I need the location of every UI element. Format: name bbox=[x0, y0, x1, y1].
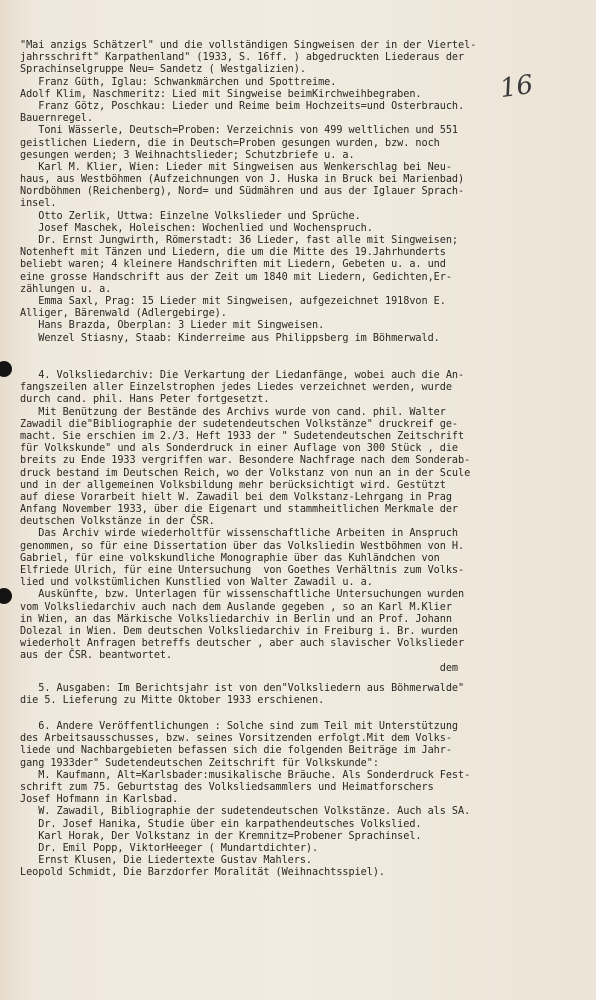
text-line: Notenheft mit Tänzen und Liedern, die um die Mitte des 19.Jahrhunderts bbox=[20, 247, 446, 259]
text-line: M. Kaufmann, Alt=Karlsbader:musikalische Bräuche. Als Sonderdruck Fest- bbox=[20, 769, 471, 781]
text-line: schrift zum 75. Geburtstag des Volksliedsammlers und Heimatforschers bbox=[20, 781, 434, 793]
text-line: Das Archiv wirde wiederholtfür wissenschaftliche Arbeiten in Anspruch bbox=[20, 528, 459, 540]
text-line: Josef Maschek, Holeischen: Wochenlied und Wochenspruch. bbox=[20, 222, 373, 234]
text-line: in Wien, an das Märkische Volksliedarchiv in Berlin und an Prof. Johann bbox=[20, 613, 452, 625]
text-line: vom Volksliedarchiv auch nach dem Auslande gegeben , so an Karl M.Klier bbox=[20, 601, 452, 613]
text-line: wiederholt Anfragen betreffs deutscher , aber auch slavischer Volkslieder bbox=[20, 638, 465, 650]
text-line: Otto Zerlik, Uttwa: Einzelne Volkslieder und Sprüche. bbox=[20, 210, 361, 222]
text-line: 4. Volksliedarchiv: Die Verkartung der Liedanfänge, wobei auch die An- bbox=[20, 370, 465, 381]
text-line: Wenzel Stiasny, Staab: Kinderreime aus Philippsberg im Böhmerwald. bbox=[20, 332, 440, 344]
text-line: liede und Nachbargebieten befassen sich die folgenden Beiträge im Jahr- bbox=[20, 745, 452, 757]
text-line: Franz Götz, Poschkau: Lieder und Reime beim Hochzeits=und Osterbrauch. bbox=[20, 100, 465, 112]
text-line: aus der ČSR. beantwortet. bbox=[20, 650, 173, 662]
text-line: Toni Wässerle, Deutsch=Proben: Verzeichnis von 499 weltlichen und 551 bbox=[20, 125, 459, 137]
text-line: zählungen u. a. bbox=[20, 283, 112, 295]
paragraph-veroeffentlichungen bbox=[20, 721, 586, 879]
text-line: Mit Benützung der Bestände des Archivs wurde von cand. phil. Walter bbox=[20, 406, 446, 418]
text-line: deutschen Volkstänze in der ČSR. bbox=[20, 516, 215, 528]
text-line: geistlichen Liedern, die in Deutsch=Proben gesungen wurden, bzw. noch bbox=[20, 137, 440, 149]
text-line: dem bbox=[20, 662, 459, 674]
text-line: insel. bbox=[20, 198, 57, 210]
text-line: druck bestand im Deutschen Reich, wo der Volkstanz von nun an in der Scule bbox=[20, 467, 471, 479]
text-line: Gabriel, für eine volkskundliche Monographie über das Kuhländchen von bbox=[20, 552, 440, 564]
text-line: breits zu Ende 1933 vergriffen war. Besondere Nachfrage nach dem Sonderab- bbox=[20, 455, 471, 467]
text-line: Zawadil die"Bibliographie der sudetendeutschen Volkstänze" druckreif ge- bbox=[20, 418, 459, 430]
text-line: Nordböhmen (Reichenberg), Nord= und Südmähren und aus der Iglauer Sprach- bbox=[20, 186, 465, 198]
text-line: Dr. Ernst Jungwirth, Römerstadt: 36 Lieder, fast alle mit Singweisen; bbox=[20, 235, 459, 246]
text-line: Franz Güth, Iglau: Schwankmärchen und Spottreime. bbox=[20, 76, 337, 88]
punch-hole bbox=[0, 588, 12, 604]
text-line: die 5. Lieferung zu Mitte Oktober 1933 erschienen. bbox=[20, 695, 325, 707]
text-line: gesungen werden; 3 Weihnachtslieder; Schutzbriefe u. a. bbox=[20, 149, 355, 161]
text-line: macht. Sie erschien im 2./3. Heft 1933 der " Sudetendeutschen Zeitschrift bbox=[20, 430, 465, 442]
text-line: Hans Brazda, Oberplan: 3 Lieder mit Singweisen. bbox=[20, 320, 325, 332]
text-line: Ernst Klusen, Die Liedertexte Gustav Mahlers. bbox=[20, 855, 313, 867]
punch-hole bbox=[0, 361, 12, 377]
text-line: auf diese Vorarbeit hielt W. Zawadil bei dem Volkstanz-Lehrgang in Prag bbox=[20, 491, 452, 503]
handwritten-page-number: 16 bbox=[498, 69, 536, 105]
text-line: und in der allgemeinen Volksbildung mehr berücksichtigt wird. Gestützt bbox=[20, 479, 446, 491]
text-line: 6. Andere Veröffentlichungen : Solche sind zum Teil mit Unterstützung bbox=[20, 721, 459, 732]
text-line: beliebt waren; 4 kleinere Handschriften mit Liedern, Gebeten u. a. und bbox=[20, 259, 446, 271]
text-line: haus, aus Westböhmen (Aufzeichnungen von J. Huska in Bruck bei Marienbad) bbox=[20, 174, 465, 186]
text-line: Dr. Josef Hanika, Studie über ein karpathendeutsches Volkslied. bbox=[20, 818, 422, 830]
text-line: Bauernregel. bbox=[20, 113, 94, 125]
text-line: Anfang November 1933, über die Eigenart und stammheitlichen Merkmale der bbox=[20, 504, 459, 516]
text-line: W. Zawadil, Bibliographie der sudetendeutschen Volkstänze. Auch als SA. bbox=[20, 806, 471, 818]
text-line: jahrsschrift" Karpathenland" (1933, S. 16ff. ) abgedruckten Liederaus der bbox=[20, 52, 465, 64]
paragraph-volksliedarchiv bbox=[20, 370, 586, 675]
text-line: durch cand. phil. Hans Peter fortgesetzt. bbox=[20, 394, 270, 406]
paragraph-contributors bbox=[20, 40, 586, 345]
text-line: gang 1933der" Sudetendeutschen Zeitschrift für Volkskunde": bbox=[20, 757, 379, 769]
text-line: Dolezal in Wien. Dem deutschen Volksliedarchiv in Freiburg i. Br. wurden bbox=[20, 625, 459, 637]
text-line: 5. Ausgaben: Im Berichtsjahr ist von den"Volksliedern aus Böhmerwalde" bbox=[20, 683, 465, 694]
text-line: für Volkskunde" und als Sonderdruck in einer Auflage von 300 Stück , die bbox=[20, 443, 459, 455]
text-line: Karl Horak, Der Volkstanz in der Kremnitz=Probener Sprachinsel. bbox=[20, 830, 422, 842]
text-line: "Mai anzigs Schätzerl" und die vollständigen Singweisen der in der Viertel- bbox=[20, 40, 477, 51]
text-line: Karl M. Klier, Wien: Lieder mit Singweisen aus Wenkerschlag bei Neu- bbox=[20, 161, 452, 173]
text-line: Sprachinselgruppe Neu= Sandetz ( Westgalizien). bbox=[20, 64, 306, 76]
text-line: Josef Hofmann in Karlsbad. bbox=[20, 794, 179, 806]
text-line: Elfriede Ulrich, für eine Untersuchung von Goethes Verhältnis zum Volks- bbox=[20, 565, 465, 576]
text-line: genommen, so für eine Dissertation über das Volksliedin Westböhmen von H. bbox=[20, 540, 465, 552]
text-line: fangszeilen aller Einzelstrophen jedes Liedes verzeichnet werden, wurde bbox=[20, 382, 452, 394]
text-line: des Arbeitsausschusses, bzw. seines Vorsitzenden erfolgt.Mit dem Volks- bbox=[20, 733, 452, 745]
text-line: Adolf Klim, Naschmeritz: Lied mit Singweise beimKirchweihbegraben. bbox=[20, 88, 422, 100]
text-line: Alliger, Bärenwald (Adlergebirge). bbox=[20, 308, 227, 320]
text-line: Dr. Emil Popp, ViktorHeeger ( Mundartdichter). bbox=[20, 842, 319, 854]
text-line: Leopold Schmidt, Die Barzdorfer Moralität (Weihnachtsspiel). bbox=[20, 867, 386, 879]
text-line: eine grosse Handschrift aus der Zeit um 1840 mit Liedern, Gedichten,Er- bbox=[20, 271, 452, 283]
text-line: Emma Saxl, Prag: 15 Lieder mit Singweisen, aufgezeichnet 1918von E. bbox=[20, 295, 446, 307]
paragraph-ausgaben bbox=[20, 683, 586, 707]
text-line: lied und volkstümlichen Kunstlied von Walter Zawadil u. a. bbox=[20, 577, 373, 589]
text-line: Auskünfte, bzw. Unterlagen für wissenschaftliche Untersuchungen wurden bbox=[20, 589, 465, 601]
